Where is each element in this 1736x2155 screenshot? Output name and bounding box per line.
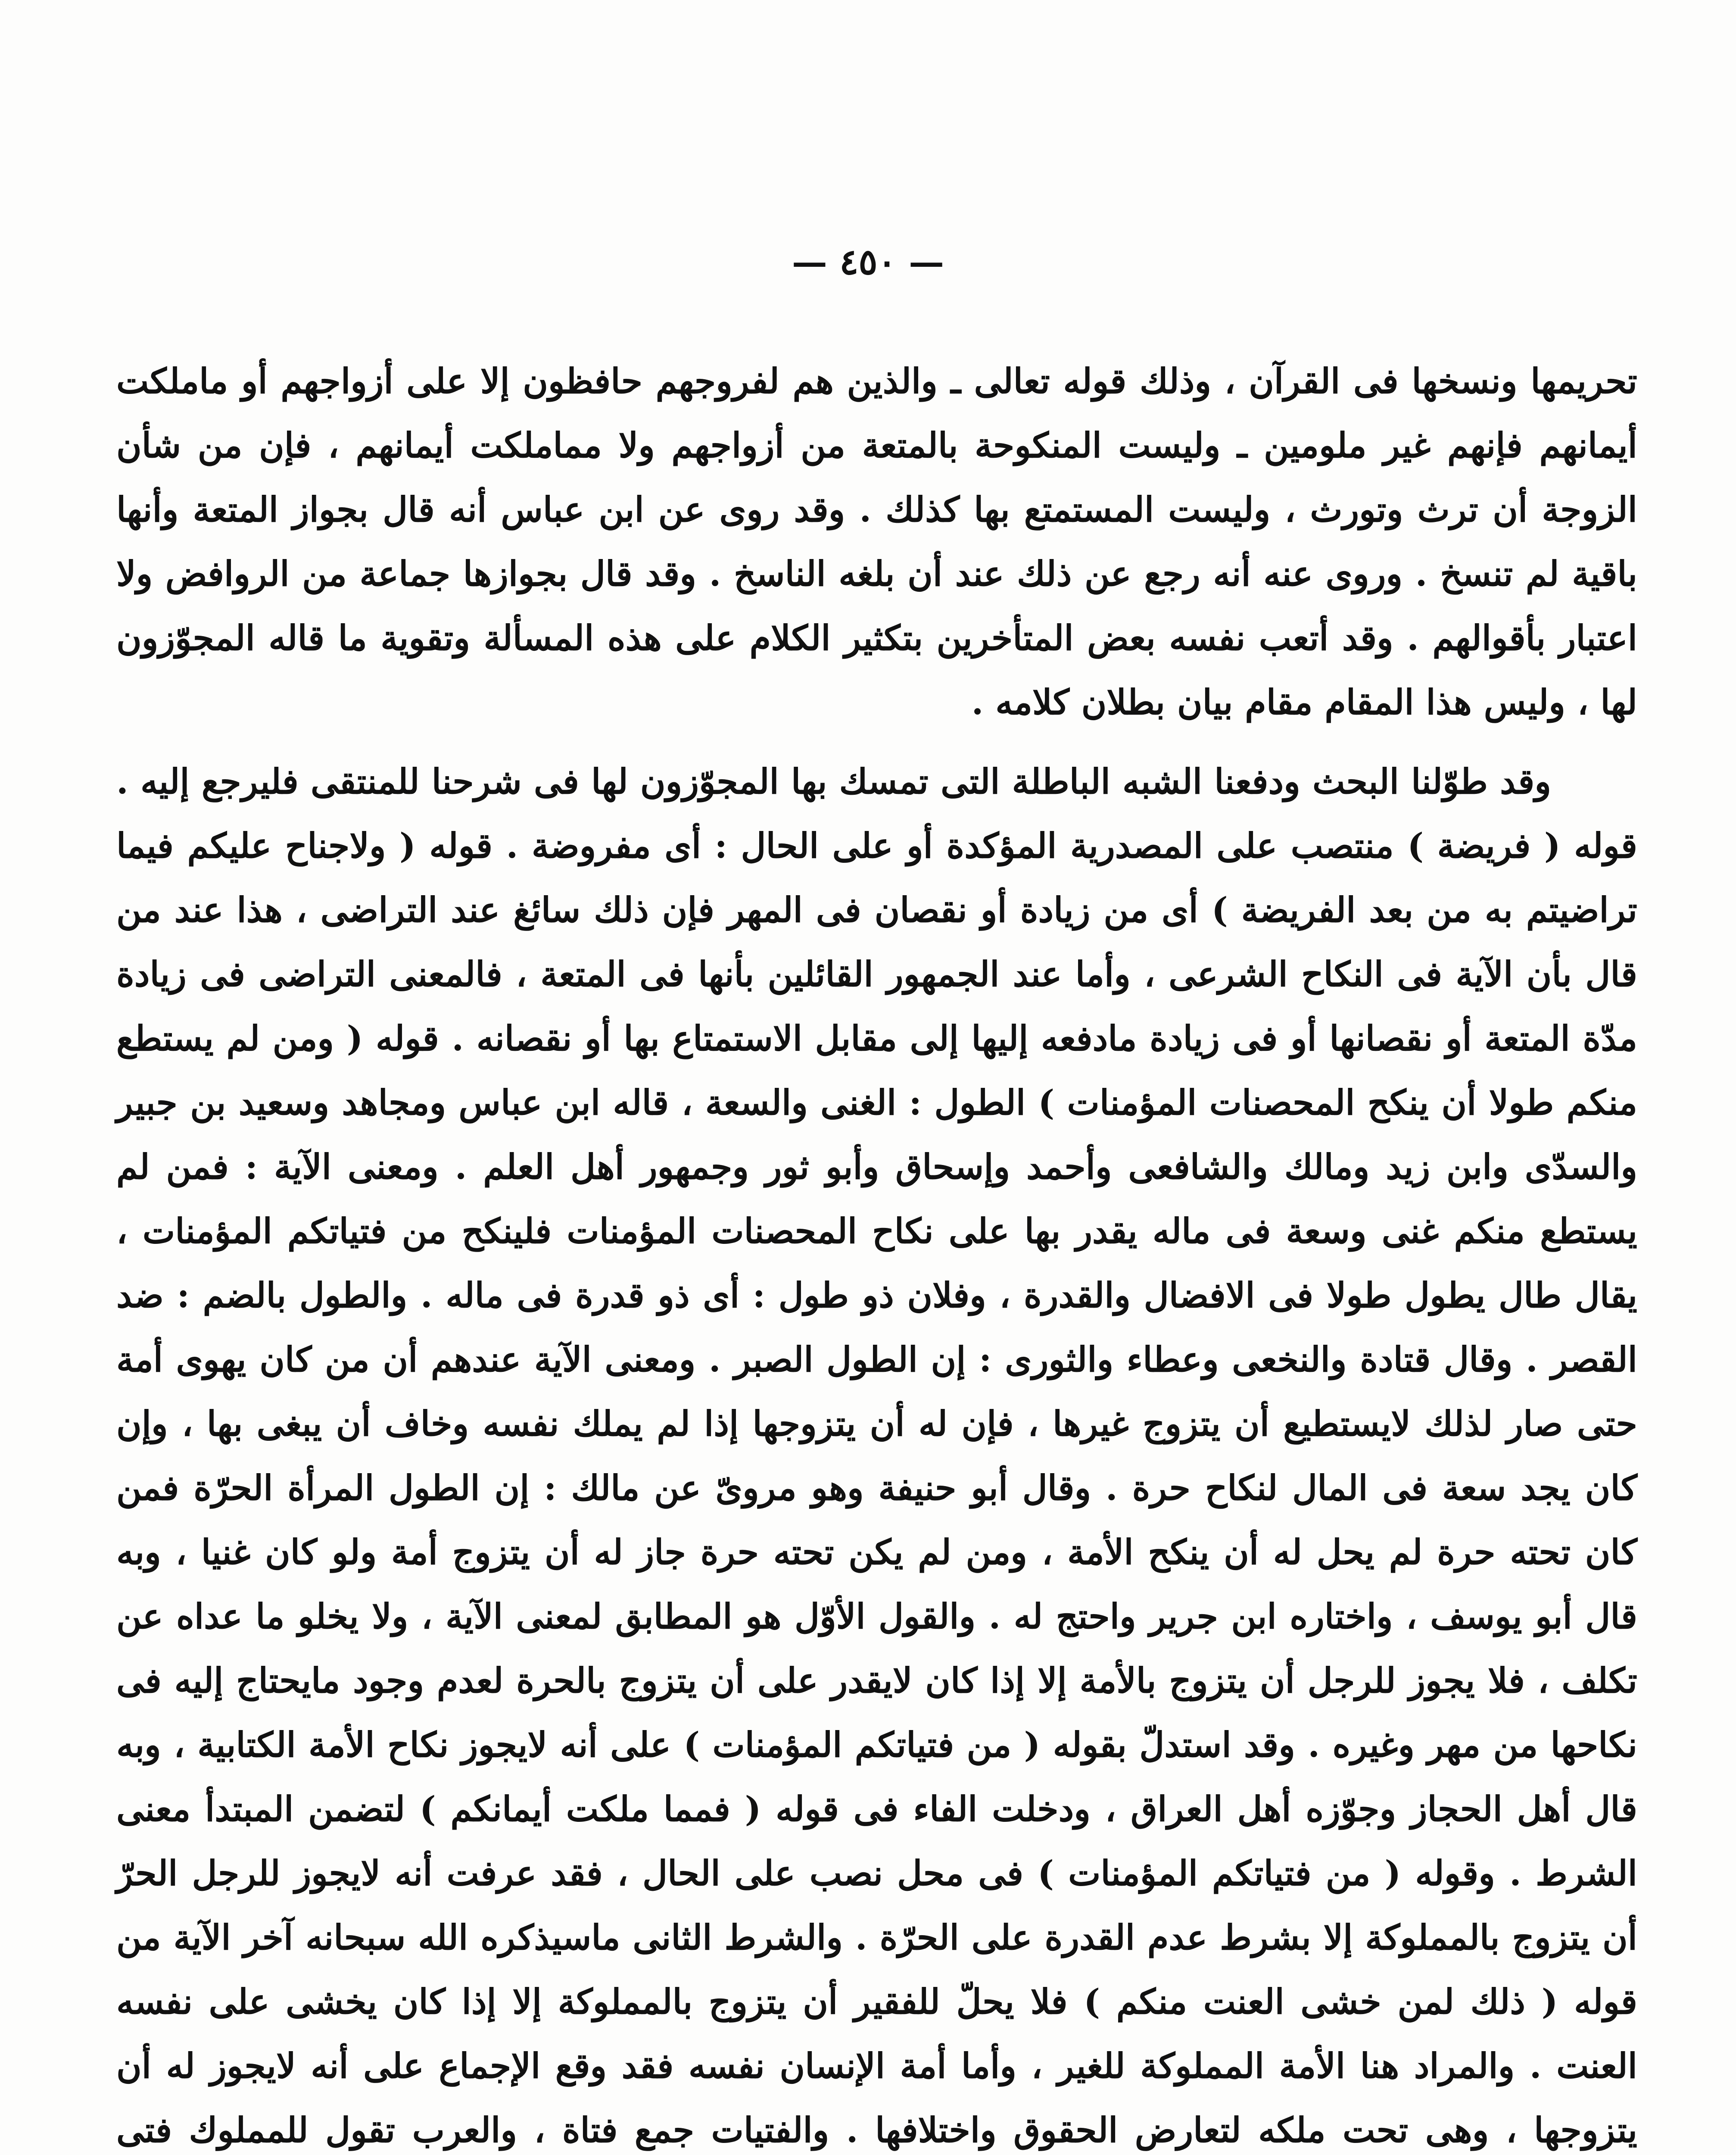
- body-text: [116, 349, 1637, 2155]
- paragraph: تحريمها ونسخها فى القرآن ، وذلك قوله تعالى ـ والذين هم لفروجهم حافظون إلا على أزواجهم أو ماملكت أيمانهم فإنهم غير ملومين ـ وليست المنكوحة بالمتعة من أزواجهم ولا مماملكت أيمانهم ، فإن من شأن الزوجة أن ترث وتورث ، وليست المستمتع بها كذلك . وقد روى عن ابن عباس أنه قال بجواز المتعة وأنها باقية لم تنسخ . وروى عنه أنه رجع عن ذلك عند أن بلغه الناسخ . وقد قال بجوازها جماعة من الروافض ولا اعتبار بأقوالهم . وقد أتعب نفسه بعض المتأخرين بتكثير الكلام على هذه المسألة وتقوية ما قاله المجوّزون لها ، وليس هذا المقام مقام بيان بطلان كلامه .: [116, 361, 1638, 722]
- page-number: — ٤٥٠ —: [792, 241, 944, 283]
- paragraph: وقد طوّلنا البحث ودفعنا الشبه الباطلة التى تمسك بها المجوّزون لها فى شرحنا للمنتقى فليرجع إليه . قوله ( فريضة ) منتصب على المصدرية المؤكدة أو على الحال : أى مفروضة . قوله ( ولاجناح عليكم فيما تراضيتم به من بعد الفريضة ) أى من زيادة أو نقصان فى المهر فإن ذلك سائغ عند التراضى ، هذا عند من قال بأن الآية فى النكاح الشرعى ، وأما عند الجمهور القائلين بأنها فى المتعة ، فالمعنى التراضى فى زيادة مدّة المتعة أو نقصانها أو فى زيادة مادفعه إليها إلى مقابل الاستمتاع بها أو نقصانه . قوله ( ومن لم يستطع منكم طولا أن ينكح المحصنات المؤمنات ) الطول : الغنى والسعة ، قاله ابن عباس ومجاهد وسعيد بن جبير والسدّى وابن زيد ومالك والشافعى وأحمد وإسحاق وأبو ثور وجمهور أهل العلم . ومعنى الآية : فمن لم يستطع منكم غنى وسعة فى ماله يقدر بها على نكاح المحصنات المؤمنات فلينكح من فتياتكم المؤمنات ، يقال طال يطول طولا فى الافضال والقدرة ، وفلان ذو طول : أى ذو قدرة فى ماله . والطول بالضم : ضد القصر . وقال قتادة والنخعى وعطاء والثورى : إن الطول الصبر . ومعنى الآية عندهم أن من كان يهوى أمة حتى صار لذلك لايستطيع أن يتزوج غيرها ، فإن له أن يتزوجها إذا لم يملك نفسه وخاف أن يبغى بها ، وإن كان يجد سعة فى المال لنكاح حرة . وقال أبو حنيفة وهو مروىّ عن مالك : إن الطول المرأة الحرّة فمن كان تحته حرة لم يحل له أن ينكح الأمة ، ومن لم يكن تحته حرة جاز له أن يتزوج أمة ولو كان غنيا ، وبه قال أبو يوسف ، واختاره ابن جرير واحتج له . والقول الأوّل هو المطابق لمعنى الآية ، ولا يخلو ما عداه عن تكلف ، فلا يجوز للرجل أن يتزوج بالأمة إلا إذا كان لايقدر على أن يتزوج بالحرة لعدم وجود مايحتاج إليه فى نكاحها من مهر وغيره . وقد استدلّ بقوله ( من فتياتكم المؤمنات ) على أنه لايجوز نكاح الأمة الكتابية ، وبه قال أهل الحجاز وجوّزه أهل العراق ، ودخلت الفاء فى قوله ( فمما ملكت أيمانكم ) لتضمن المبتدأ معنى الشرط . وقوله ( من فتياتكم المؤمنات ) فى محل نصب على الحال ، فقد عرفت أنه لايجوز للرجل الحرّ أن يتزوج بالمملوكة إلا بشرط عدم القدرة على الحرّة . والشرط الثانى ماسيذكره الله سبحانه آخر الآية من قوله ( ذلك لمن خشى العنت منكم ) فلا يحلّ للفقير أن يتزوج بالمملوكة إلا إذا كان يخشى على نفسه العنت . والمراد هنا الأمة المملوكة للغير ، وأما أمة الإنسان نفسه فقد وقع الإجماع على أنه لايجوز له أن يتزوجها ، وهى تحت ملكه لتعارض الحقوق واختلافها . والفتيات جمع فتاة ، والعرب تقول للمملوك فتى: [116, 761, 1638, 2150]
